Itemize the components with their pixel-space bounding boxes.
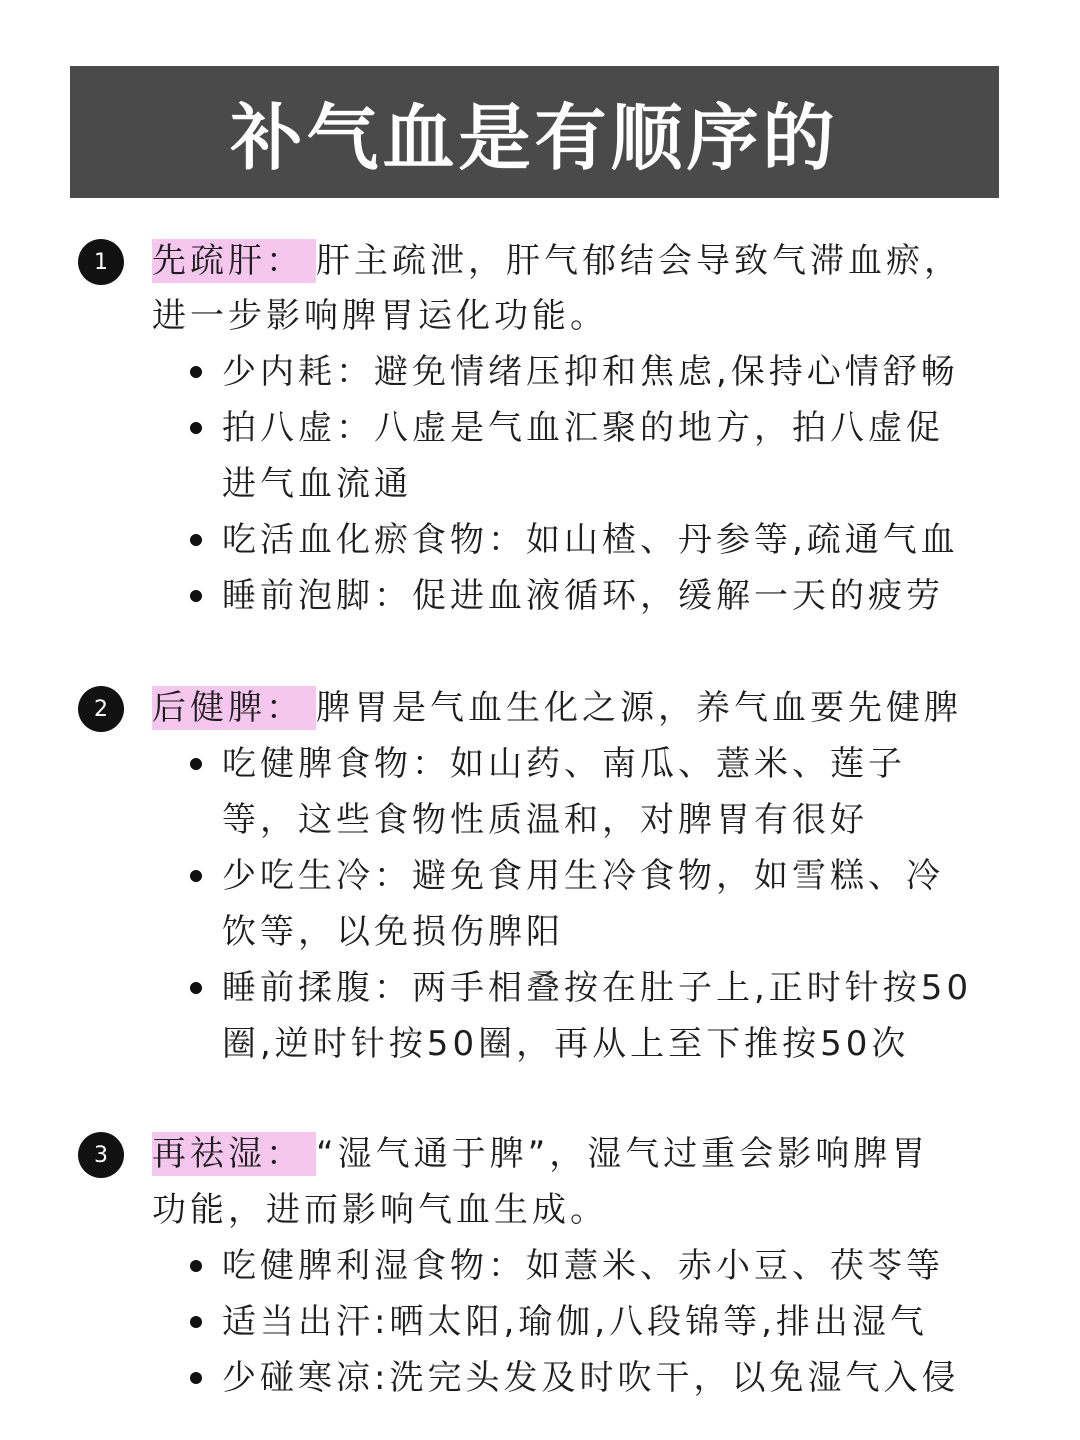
bullet-text: 拍八虚：八虚是气血汇聚的地方，拍八虚促 bbox=[222, 408, 944, 448]
bullet-text: 睡前揉腹：两手相叠按在肚子上,正时针按50 bbox=[222, 968, 973, 1008]
section-heading-highlight: 先疏肝： bbox=[152, 239, 316, 283]
bullet-text: 适当出汗:晒太阳,瑜伽,八段锦等,排出湿气 bbox=[222, 1302, 928, 1342]
section-heading-highlight: 再祛湿： bbox=[152, 1132, 316, 1176]
bullet-text: 吃健脾食物：如山药、南瓜、薏米、莲子 bbox=[222, 744, 906, 784]
bullet-text: 少内耗：避免情绪压抑和焦虑,保持心情舒畅 bbox=[222, 352, 959, 392]
bullet-dot bbox=[190, 982, 202, 994]
bullet-dot bbox=[190, 758, 202, 770]
bullet-dot bbox=[190, 1260, 202, 1272]
section-heading-line bbox=[152, 233, 1012, 289]
bullet-dot bbox=[190, 366, 202, 378]
section-heading-highlight: 后健脾： bbox=[152, 686, 316, 730]
bullet-dot bbox=[190, 422, 202, 434]
section-intro-continued: 进一步影响脾胃运化功能。 bbox=[152, 296, 608, 336]
bullet-text: 少碰寒凉:洗完头发及时吹干，以免湿气入侵 bbox=[222, 1358, 960, 1398]
section-intro-continued: 功能，进而影响气血生成。 bbox=[152, 1190, 608, 1230]
section-intro-text: “湿气通于脾”，湿气过重会影响脾胃 bbox=[316, 1134, 930, 1174]
bullet-dot bbox=[190, 534, 202, 546]
bullet-dot bbox=[190, 1372, 202, 1384]
section-number-badge: 2 bbox=[78, 686, 124, 732]
bullet-text: 睡前泡脚：促进血液循环，缓解一天的疲劳 bbox=[222, 576, 944, 616]
bullet-text: 吃活血化瘀食物：如山楂、丹参等,疏通气血 bbox=[222, 520, 959, 560]
bullet-dot bbox=[190, 1316, 202, 1328]
bullet-text-continued: 饮等，以免损伤脾阳 bbox=[222, 912, 564, 952]
title-banner bbox=[70, 66, 999, 198]
bullet-text: 少吃生冷：避免食用生冷食物，如雪糕、冷 bbox=[222, 856, 944, 896]
bullet-text-continued: 进气血流通 bbox=[222, 464, 412, 504]
section-heading-line bbox=[152, 680, 1012, 736]
bullet-dot bbox=[190, 590, 202, 602]
section-number-badge: 1 bbox=[78, 239, 124, 285]
section-heading-line bbox=[152, 1126, 1012, 1182]
bullet-text: 吃健脾利湿食物：如薏米、赤小豆、茯苓等 bbox=[222, 1246, 944, 1286]
section-number-badge: 3 bbox=[78, 1132, 124, 1178]
bullet-dot bbox=[190, 870, 202, 882]
bullet-text-continued: 圈,逆时针按50圈，再从上至下推按50次 bbox=[222, 1024, 910, 1064]
bullet-text-continued: 等，这些食物性质温和，对脾胃有很好 bbox=[222, 800, 868, 840]
section-intro-text: 脾胃是气血生化之源，养气血要先健脾 bbox=[316, 688, 962, 728]
page-title: 补气血是有顺序的 bbox=[230, 96, 839, 180]
section-intro-text: 肝主疏泄，肝气郁结会导致气滞血瘀， bbox=[316, 241, 962, 281]
